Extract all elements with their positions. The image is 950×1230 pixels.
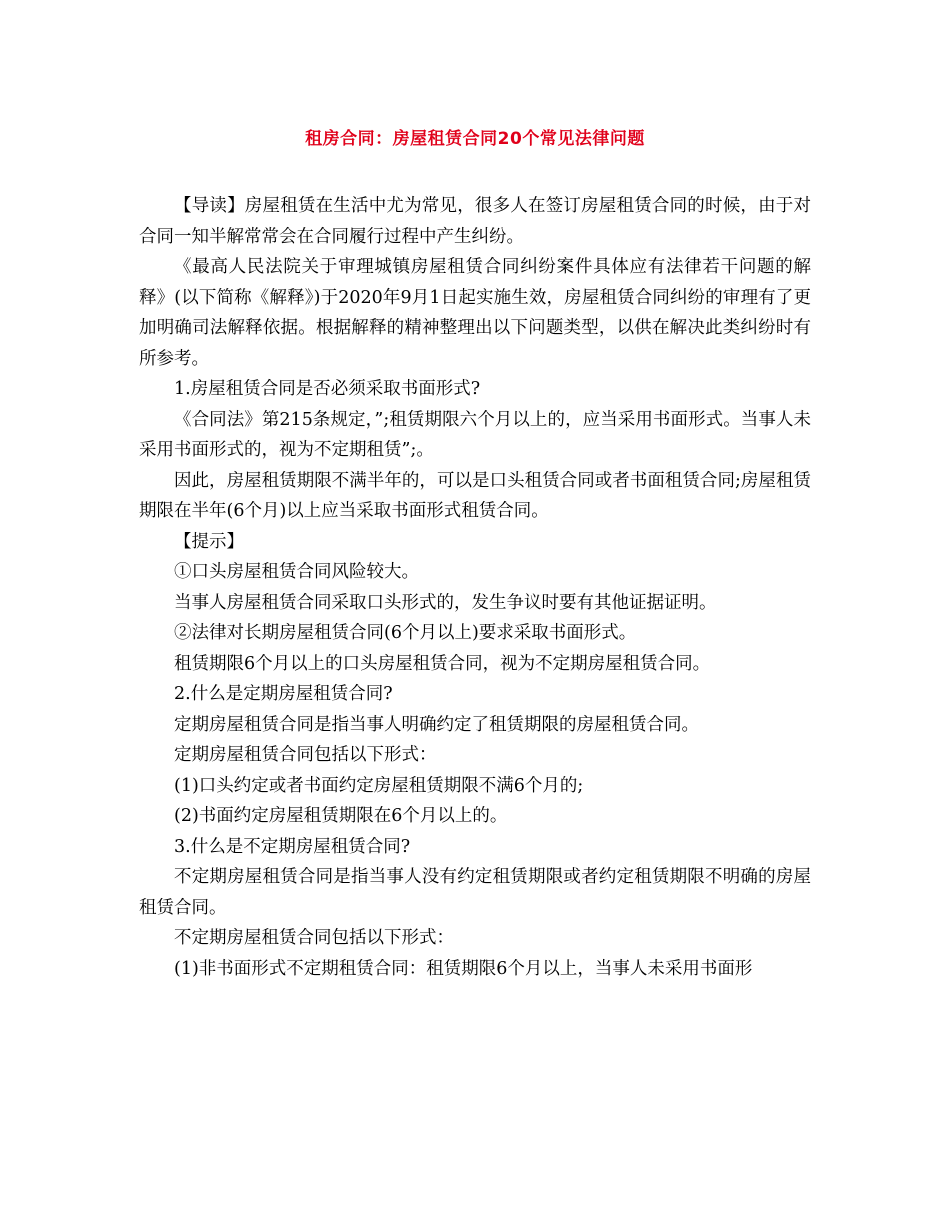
list-item: (2)书面约定房屋租赁期限在6个月以上的。 <box>174 806 508 826</box>
paragraph: 《合同法》第215条规定，”;租赁期限六个月以上的，应当采用书面形式。当事人未采用书面形式的，视为不定期租赁”;。 <box>139 409 811 460</box>
question-heading: 1.房屋租赁合同是否必须采取书面形式? <box>174 379 481 399</box>
paragraph: 不定期房屋租赁合同是指当事人没有约定租赁期限或者约定租赁期限不明确的房屋租赁合同。 <box>139 867 811 918</box>
question-heading: 3.什么是不定期房屋租赁合同? <box>174 836 411 857</box>
tip-heading: 【提示】 <box>174 531 244 552</box>
list-item: (1)口头约定或者书面约定房屋租赁期限不满6个月的; <box>174 775 584 796</box>
paragraph: 定期房屋租赁合同是指当事人明确约定了租赁期限的房屋租赁合同。 <box>174 714 699 735</box>
paragraph-interpretation: 《最高人民法院关于审理城镇房屋租赁合同纠纷案件具体应有法律若干问题的解释》(以下简称《解释》)于2020年9月1日起实施生效，房屋租赁合同纠纷的审理有了更加明确司法解释依据。根据解释的精神整理出以下问题类型，以供在解决此类纠纷时有所参考。 <box>139 257 811 369</box>
paragraph: ①口头房屋租赁合同风险较大。 <box>174 562 419 582</box>
question-heading: 2.什么是定期房屋租赁合同? <box>174 684 393 704</box>
list-item: (1)非书面形式不定期租赁合同：租赁期限6个月以上，当事人未采用书面形 <box>174 958 753 979</box>
paragraph: 不定期房屋租赁合同包括以下形式： <box>174 928 454 948</box>
paragraph: 因此，房屋租赁期限不满半年的，可以是口头租赁合同或者书面租赁合同;房屋租赁期限在半年(6个月)以上应当采取书面形式租赁合同。 <box>139 470 811 521</box>
paragraph: ②法律对长期房屋租赁合同(6个月以上)要求采取书面形式。 <box>174 623 637 643</box>
paragraph-intro: 【导读】房屋租赁在生活中尤为常见，很多人在签订房屋租赁合同的时候，由于对合同一知半解常常会在合同履行过程中产生纠纷。 <box>139 196 811 247</box>
document-title: 租房合同：房屋租赁合同20个常见法律问题 <box>305 129 645 149</box>
paragraph: 租赁期限6个月以上的口头房屋租赁合同，视为不定期房屋租赁合同。 <box>174 653 711 674</box>
document-body <box>139 191 811 984</box>
paragraph: 定期房屋租赁合同包括以下形式： <box>174 745 437 765</box>
paragraph: 当事人房屋租赁合同采取口头形式的，发生争议时要有其他证据证明。 <box>174 592 717 613</box>
